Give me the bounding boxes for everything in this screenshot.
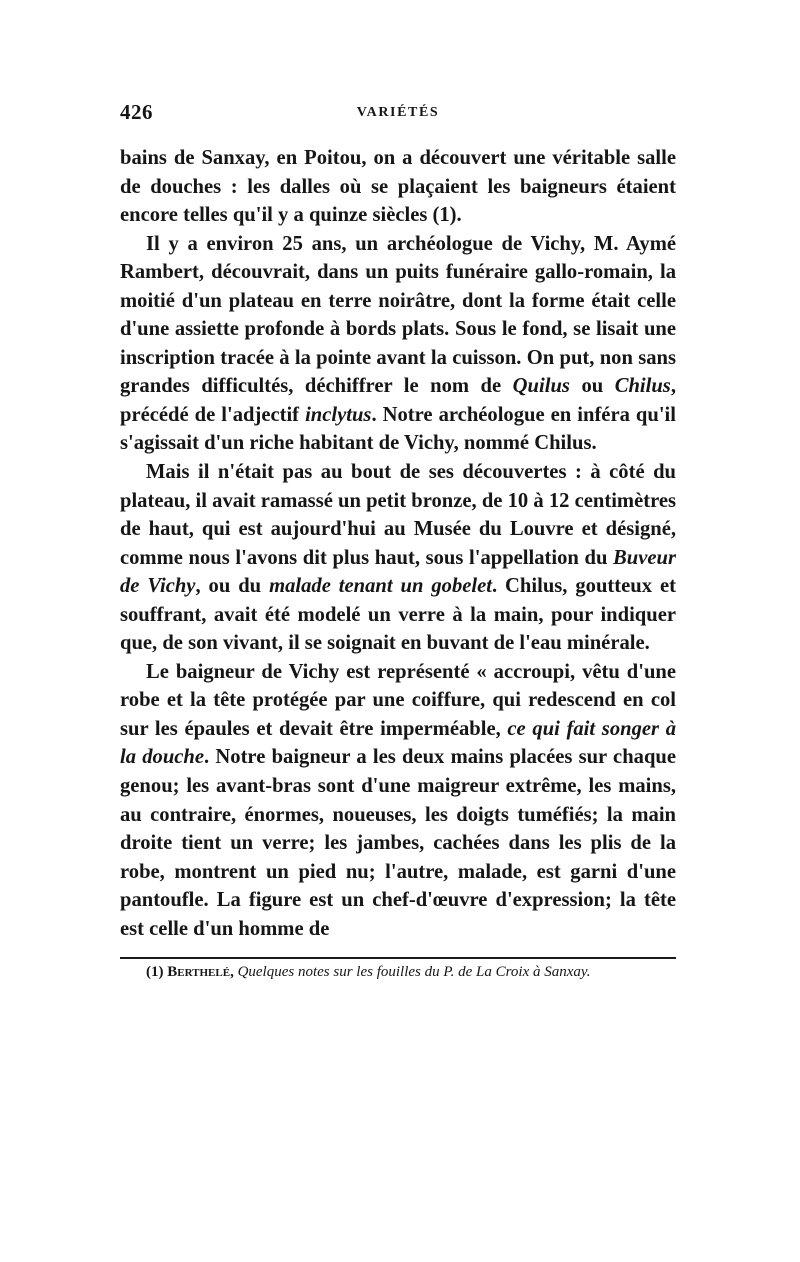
text-run: Mais il n'était pas au bout de ses découvertes : à côté du plateau, il avait ramassé un petit bronze, de 10 à 12 centimètres de haut, qui est aujourd'hui au Musée du Louvre et désigné, comme nous l'avons dit plus haut, sous l'appellation du [120,461,676,569]
paragraph [120,458,676,658]
italic-run: inclytus [305,403,372,426]
book-page [120,100,676,982]
footnote-marker: (1) [146,964,168,981]
page-number: 426 [120,100,153,124]
text-run: , précédé de l'adjectif [120,375,676,426]
text-run: ou [569,375,615,398]
footnote-title: Quelques notes sur les fouilles du P. de La Croix à Sanxay. [237,964,591,981]
running-head: VARIÉTÉS [356,105,440,120]
footnote [120,963,676,982]
page-header [120,100,676,144]
paragraph [120,658,676,943]
text-run: bains de Sanxay, en Poitou, on a découvert une véritable salle de douches : les dalles où se plaçaient les baigneurs étaient encore telles qu'il y a quinze siècles (1). [120,147,676,227]
italic-run: Buveur de Vichy [120,546,676,598]
body-text [120,144,676,943]
footnote-divider [120,957,676,959]
italic-run: Quilus [512,375,570,398]
paragraph [120,230,676,458]
text-run: Le baigneur de Vichy est représenté « accroupi, vêtu d'une robe et la tête protégée par une coiffure, qui redescend en col sur les épaules et devait être imperméable, [120,660,676,740]
text-run: Il y a environ 25 ans, un archéologue de Vichy, M. Aymé Rambert, découvrait, dans un puits funéraire gallo-romain, la moitié d'un plateau en terre noirâtre, dont la forme était celle d'une assiette profonde à bords plats. Sous le fond, se lisait une inscription tracée à la pointe avant la cuisson. On put, non sans grandes difficultés, déchiffrer le nom de [120,232,676,398]
footnote-author: Berthelé [167,964,231,981]
footnote-separator: , [230,964,238,981]
italic-run: Chilus [614,375,671,398]
italic-run: malade tenant un gobelet [269,575,492,598]
italic-run: ce qui fait songer à la douche [120,717,676,769]
text-run: . Chilus, goutteux et souffrant, avait été modelé un verre à la main, pour indiquer que, de son vivant, il se soignait en buvant de l'eau minérale. [120,575,676,655]
paragraph [120,144,676,230]
text-run: , ou du [195,575,270,598]
text-run: . Notre archéologue en inféra qu'il s'agissait d'un riche habitant de Vichy, nommé Chilus. [120,403,676,455]
text-run: . Notre baigneur a les deux mains placées sur chaque genou; les avant-bras sont d'une maigreur extrême, les mains, au contraire, énormes, noueuses, les doigts tuméfiés; la main droite tient un verre; les jambes, cachées dans les plis de la robe, montrent un pied nu; l'autre, malade, est garni d'une pantoufle. La figure est un chef-d'œuvre d'expression; la tête est celle d'un homme de [120,746,676,940]
